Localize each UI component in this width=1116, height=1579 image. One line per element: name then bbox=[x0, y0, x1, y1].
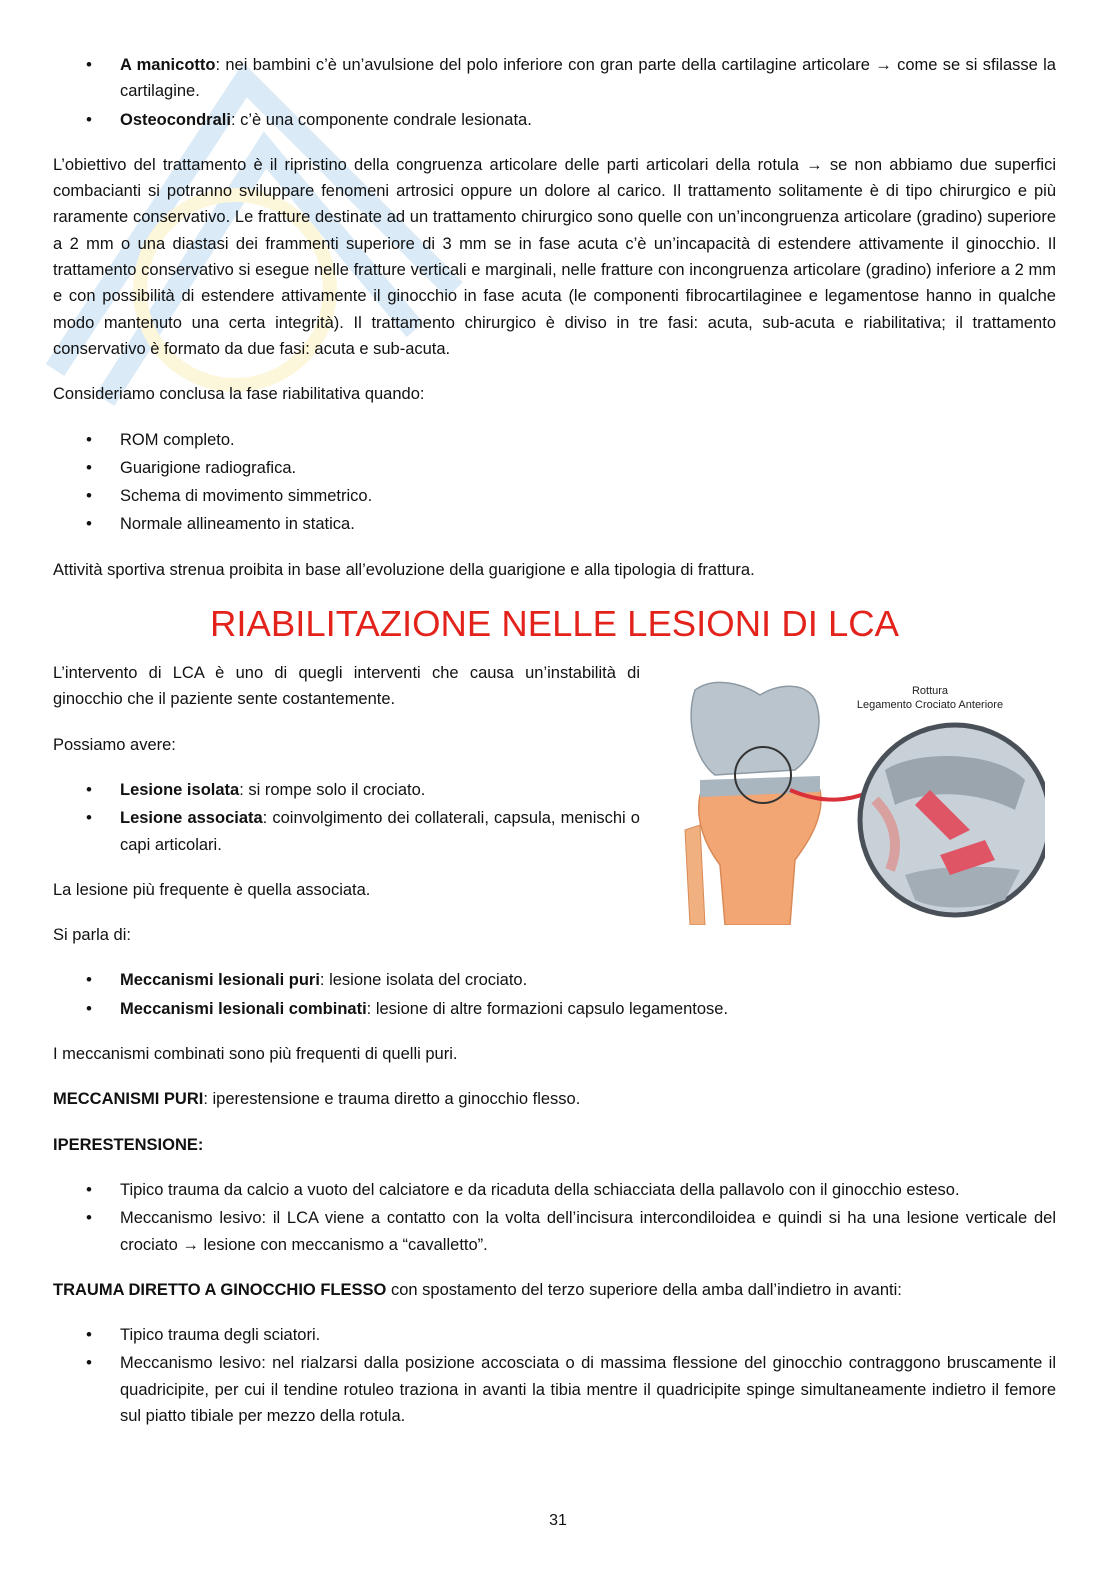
list-item: • A manicotto: nei bambini c’è un’avulsione del polo inferiore con gran parte della cartilagine articolare → come se si sfilasse la cartilagine. bbox=[53, 52, 1056, 105]
trauma-list bbox=[53, 1322, 1056, 1429]
list-item: • Schema di movimento simmetrico. bbox=[53, 483, 1056, 509]
lesion-types-list bbox=[53, 777, 640, 858]
figure-label-legamento: Legamento Crociato Anteriore bbox=[856, 699, 1004, 712]
list-item: • Meccanismo lesivo: il LCA viene a contatto con la volta dell’incisura intercondiloidea e quindi si ha una lesione verticale del crociato → lesione con meccanismo a “cavalletto”. bbox=[53, 1205, 1056, 1258]
paragraph-sport: Attività sportiva strenua proibita in base all’evoluzione della guarigione e alla tipologia di frattura. bbox=[53, 560, 755, 579]
figure-label-rottura: Rottura bbox=[911, 685, 949, 698]
paragraph-frequente: La lesione più frequente è quella associata. bbox=[53, 880, 371, 899]
list-item: • Meccanismo lesivo: nel rialzarsi dalla posizione accosciata o di massima flessione del ginocchio contraggono bruscamente il quadricipite, per cui il tendine rotuleo traziona in avanti la tibia mentre il quadricipite spinge simultaneamente indietro il femore sul piatto tibiale per mezzo della rotula. bbox=[53, 1350, 1056, 1429]
iperestensione-list bbox=[53, 1177, 1056, 1258]
page-number: 31 bbox=[549, 1512, 567, 1529]
paragraph-puri: MECCANISMI PURI: iperestensione e trauma diretto a ginocchio flesso. bbox=[53, 1090, 581, 1109]
list-item: • Lesione associata: coinvolgimento dei collaterali, capsula, menischi o capi articolari. bbox=[53, 805, 640, 858]
tibia-shape bbox=[699, 790, 821, 925]
list-item: • Osteocondrali: c’è una componente condrale lesionata. bbox=[53, 107, 1056, 133]
fibula-shape bbox=[685, 825, 705, 925]
list-item: • Meccanismi lesionali puri: lesione isolata del crociato. bbox=[53, 967, 1056, 993]
paragraph-conclusa: Consideriamo conclusa la fase riabilitativa quando: bbox=[53, 385, 425, 404]
paragraph-possiamo: Possiamo avere: bbox=[53, 735, 176, 754]
list-item: • Tipico trauma da calcio a vuoto del calciatore e da ricaduta della schiacciata della pallavolo con il ginocchio esteso. bbox=[53, 1177, 1056, 1203]
top-bullet-list bbox=[53, 52, 1056, 133]
list-item: • Normale allineamento in statica. bbox=[53, 511, 1056, 537]
paragraph-siparla: Si parla di: bbox=[53, 926, 131, 945]
rehab-criteria-list bbox=[53, 427, 1056, 538]
lca-section bbox=[53, 660, 1056, 948]
femur-shape bbox=[691, 682, 819, 775]
paragraph-intervento: L’intervento di LCA è uno di quegli interventi che causa un’instabilità di ginocchio che il paziente sente costantemente. bbox=[53, 664, 640, 709]
iperestensione-heading: IPERESTENSIONE: bbox=[53, 1135, 204, 1154]
section-heading: RIABILITAZIONE NELLE LESIONI DI LCA bbox=[210, 603, 899, 645]
list-item: • Tipico trauma degli sciatori. bbox=[53, 1322, 1056, 1348]
list-item: • Guarigione radiografica. bbox=[53, 455, 1056, 481]
paragraph-trauma: TRAUMA DIRETTO A GINOCCHIO FLESSO con spostamento del terzo superiore della amba dall’indietro in avanti: bbox=[53, 1280, 902, 1299]
paragraph-combinati: I meccanismi combinati sono più frequenti di quelli puri. bbox=[53, 1045, 458, 1064]
document-page bbox=[53, 52, 1056, 1448]
list-item: • Lesione isolata: si rompe solo il crociato. bbox=[53, 777, 640, 803]
mechanism-list bbox=[53, 967, 1056, 1022]
acl-rupture-illustration bbox=[675, 680, 1045, 925]
list-item: • ROM completo. bbox=[53, 427, 1056, 453]
list-item: • Meccanismi lesionali combinati: lesione di altre formazioni capsulo legamentose. bbox=[53, 996, 1056, 1022]
paragraph-treatment: L’obiettivo del trattamento è il ripristino della congruenza articolare delle parti articolari della rotula → se non abbiamo due superfici combacianti si potranno sviluppare fenomeni artrosici oppure un dolore al carico. Il trattamento solitamente è di tipo chirurgico e più raramente conservativo. Le fratture destinate ad un trattamento chirurgico sono quelle con un’incongruenza articolare (gradino) superiore a 2 mm o una diastasi dei frammenti superiore di 3 mm se in fase acuta c’è un’incapacità di estendere attivamente il ginocchio. Il trattamento conservativo si esegue nelle fratture verticali e marginali, nelle fratture con incongruenza articolare (gradino) inferiore a 2 mm e con possibilità di estendere attivamente il ginocchio in fase acuta (le componenti fibrocartilaginee e legamentose hanno in qualche modo mantenuto una certa integrità). Il trattamento chirurgico è diviso in tre fasi: acuta, sub-acuta e riabilitativa; il trattamento conservativo è formato da due fasi: acuta e sub-acuta. bbox=[53, 155, 1056, 358]
